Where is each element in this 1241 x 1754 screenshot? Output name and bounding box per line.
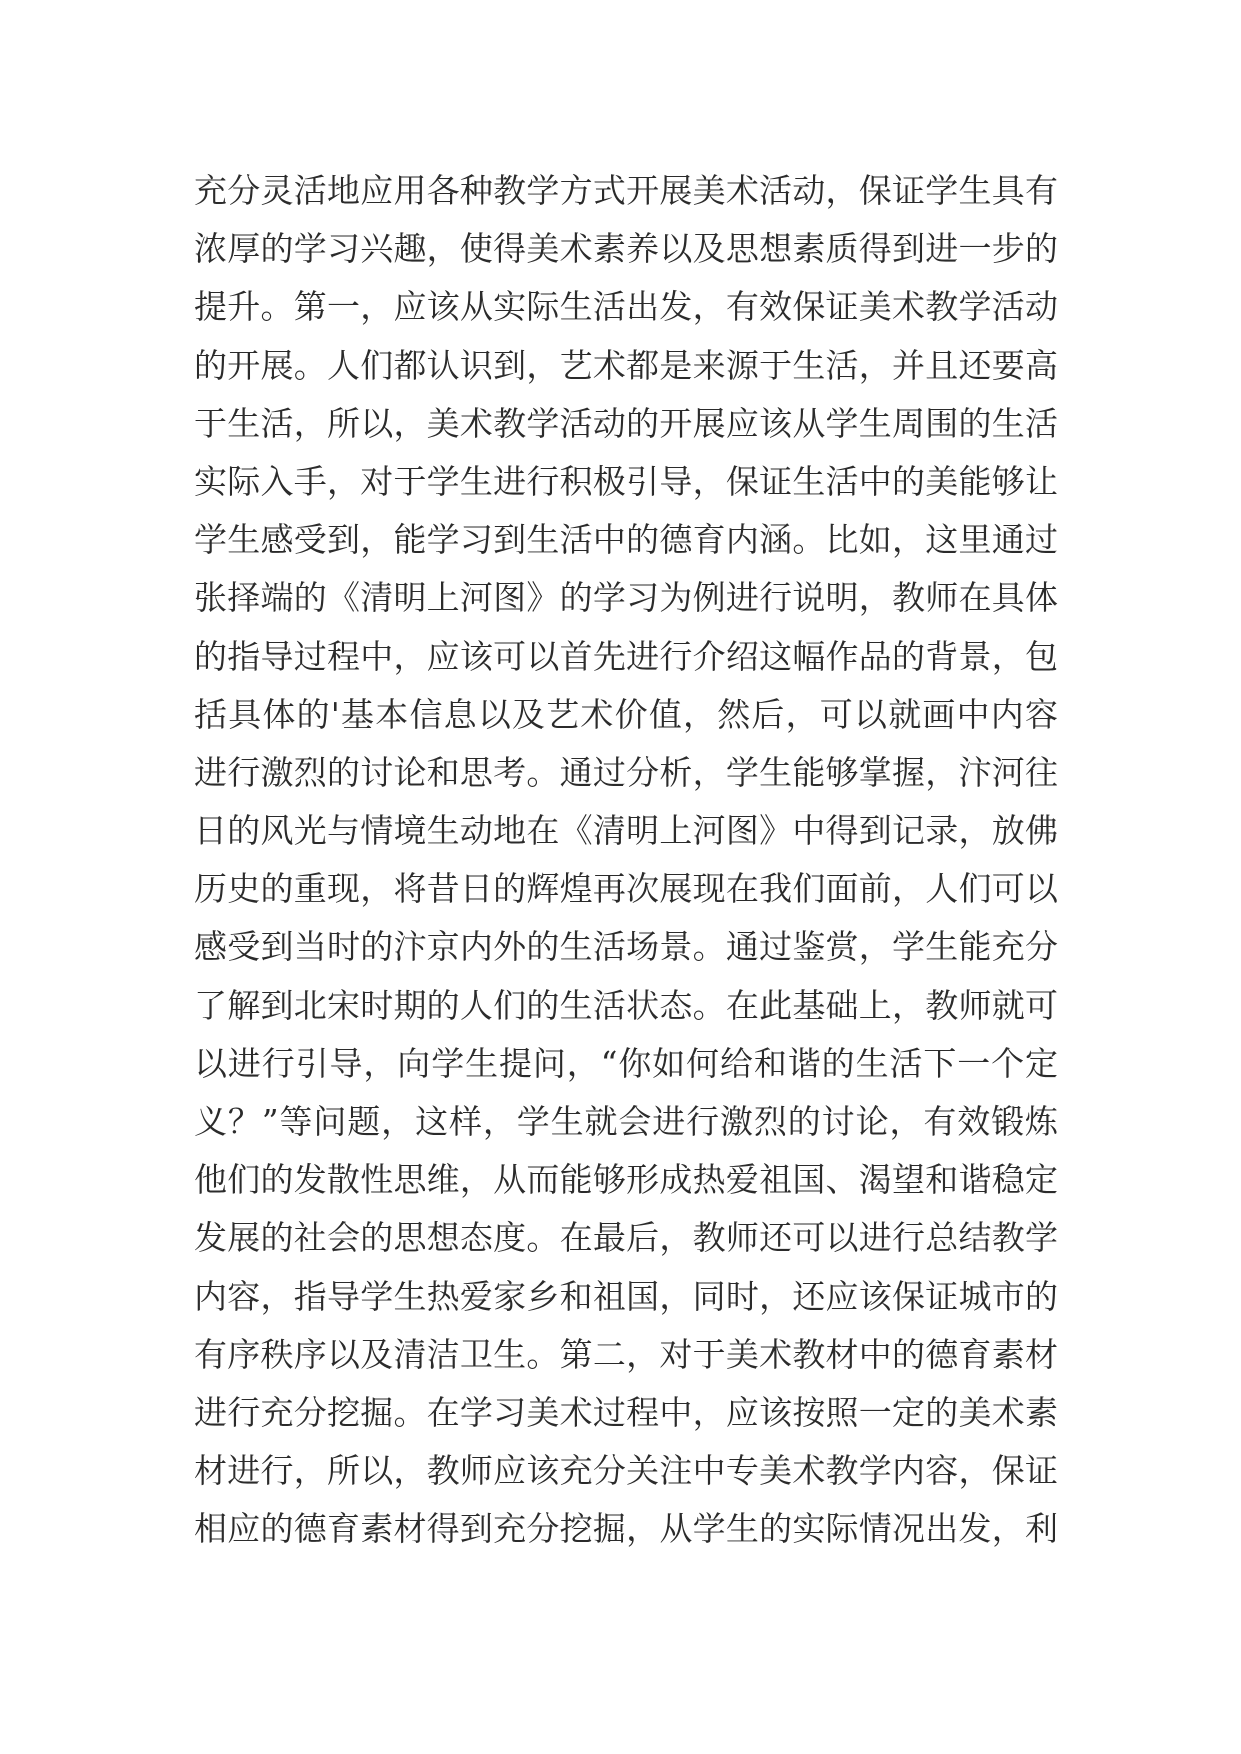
text-line: 历史的重现，将昔日的辉煌再次展现在我们面前，人们可以 bbox=[194, 869, 1058, 909]
text-line: 他们的发散性思维，从而能够形成热爱祖国、渴望和谐稳定 bbox=[194, 1160, 1058, 1200]
text-line: 进行激烈的讨论和思考。通过分析，学生能够掌握，汴河往 bbox=[194, 752, 1058, 792]
text-line: 有序秩序以及清洁卫生。第二，对于美术教材中的德育素材 bbox=[194, 1334, 1058, 1374]
text-line: 张择端的《清明上河图》的学习为例进行说明，教师在具体 bbox=[194, 578, 1058, 618]
text-line: 浓厚的学习兴趣，使得美术素养以及思想素质得到进一步的 bbox=[194, 229, 1058, 269]
text-line: 于生活，所以，美术教学活动的开展应该从学生周围的生活 bbox=[194, 403, 1058, 443]
text-line: 充分灵活地应用各种教学方式开展美术活动，保证学生具有 bbox=[194, 171, 1058, 210]
text-line: 实际入手，对于学生进行积极引导，保证生活中的美能够让 bbox=[194, 461, 1058, 501]
text-line: 提升。第一，应该从实际生活出发，有效保证美术教学活动 bbox=[194, 287, 1058, 327]
body-paragraph bbox=[194, 162, 1058, 1559]
text-line: 内容，指导学生热爱家乡和祖国，同时，还应该保证城市的 bbox=[194, 1276, 1058, 1316]
text-line: 相应的德育素材得到充分挖掘，从学生的实际情况出发，利 bbox=[194, 1509, 1058, 1549]
text-line: 的指导过程中，应该可以首先进行介绍这幅作品的背景，包 bbox=[194, 636, 1058, 676]
text-line: 感受到当时的汴京内外的生活场景。通过鉴赏，学生能充分 bbox=[194, 927, 1058, 967]
text-line: 材进行，所以，教师应该充分关注中专美术教学内容，保证 bbox=[194, 1451, 1058, 1491]
text-line: 日的风光与情境生动地在《清明上河图》中得到记录，放佛 bbox=[194, 811, 1058, 851]
text-line: 以进行引导，向学生提问，“你如何给和谐的生活下一个定 bbox=[194, 1043, 1058, 1083]
text-line: 发展的社会的思想态度。在最后，教师还可以进行总结教学 bbox=[194, 1218, 1058, 1258]
text-line: 学生感受到，能学习到生活中的德育内涵。比如，这里通过 bbox=[194, 520, 1058, 560]
text-line: 括具体的'基本信息以及艺术价值，然后，可以就画中内容 bbox=[194, 694, 1058, 734]
text-line: 进行充分挖掘。在学习美术过程中，应该按照一定的美术素 bbox=[194, 1392, 1058, 1432]
text-line: 的开展。人们都认识到，艺术都是来源于生活，并且还要高 bbox=[194, 345, 1058, 385]
text-line: 义？”等问题，这样，学生就会进行激烈的讨论，有效锻炼 bbox=[194, 1102, 1058, 1141]
text-line: 了解到北宋时期的人们的生活状态。在此基础上，教师就可 bbox=[194, 985, 1058, 1025]
